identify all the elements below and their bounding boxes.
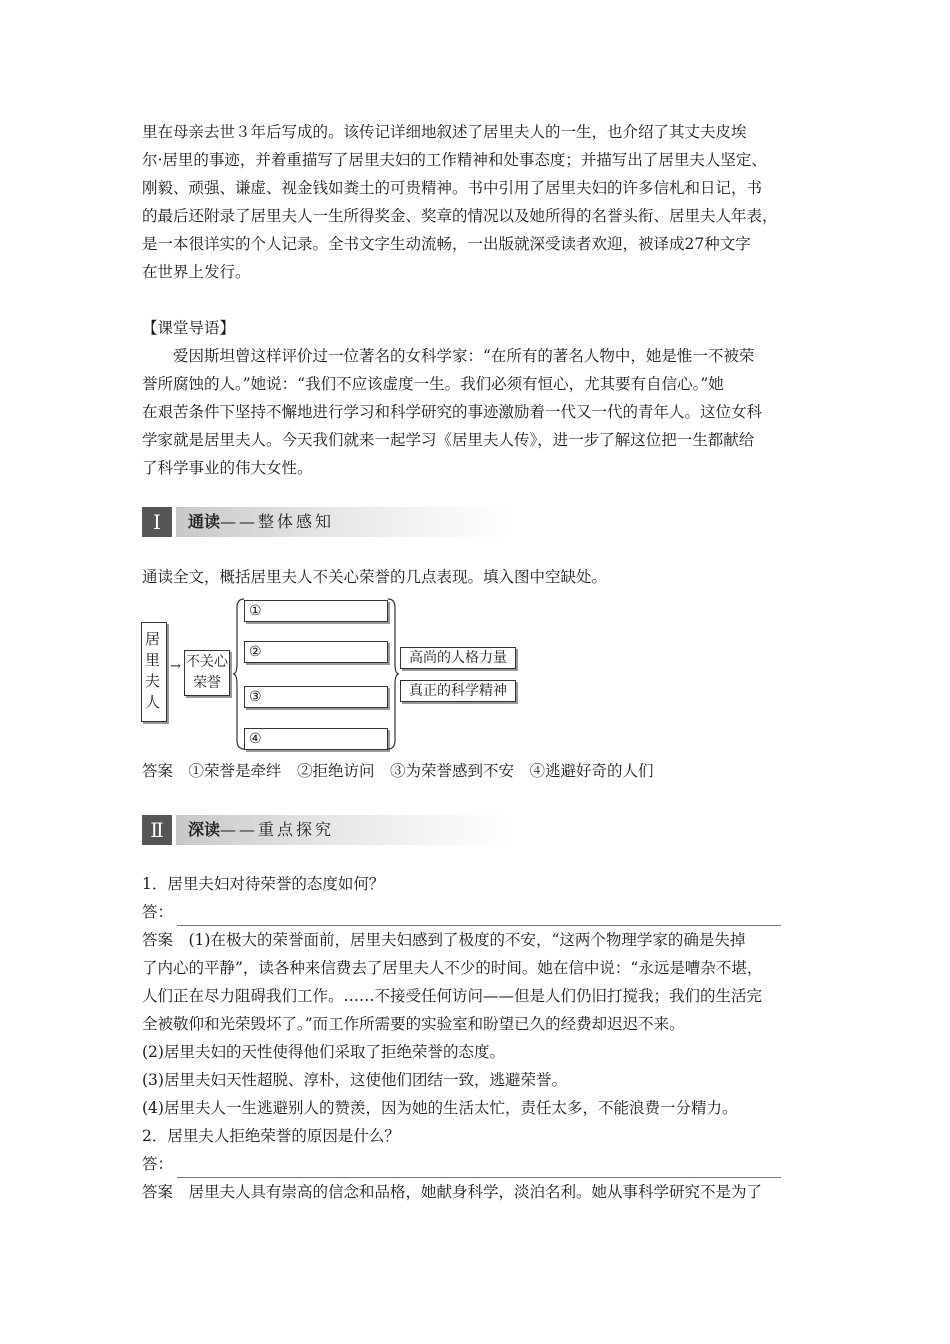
intro-line-6: 在世界上发行。 [142,263,251,281]
section-1-instruction: 通读全文，概括居里夫人不关心荣誉的几点表现。填入图中空缺处。 [142,568,608,586]
intro-line-5: 是一本很详实的个人记录。全书文字生动流畅，一出版就深受读者欢迎，被译成27种文字 [142,235,751,253]
section-2-title-sub: ——重点探究 [220,820,335,839]
section-2-title [188,815,334,845]
answer-1-prompt: 答： [142,903,174,921]
diagram-blank-3[interactable]: ③ [244,686,388,708]
answer-1-line-1: 答案 (1)在极大的荣誉面前，居里夫妇感到了极度的不安，“这两个物理学家的确是失掉 [142,931,746,949]
section-2-title-main: 深读 [188,820,221,839]
answer-1-line-3: 人们正在尽力阻碍我们工作。……不接受任何访问——但是人们仍旧打搅我；我们的生活完 [142,987,763,1005]
section-2-header [142,815,512,845]
diagram-arrow: → [170,659,181,674]
question-1: 1．居里夫妇对待荣誉的态度如何？ [142,875,385,893]
answer-1-blank-line[interactable] [177,905,781,926]
answer-2-prompt: 答： [142,1155,174,1173]
answer-1-line-4: 全被敬仰和光荣毁坏了。”而工作所需要的实验室和盼望已久的经费却迟迟不来。 [142,1015,685,1033]
section-1-header [142,507,512,537]
section-1-title-main: 通读 [188,512,221,531]
classroom-intro-line-5: 了科学事业的伟大女性。 [142,459,313,477]
diagram-blank-1[interactable]: ① [244,600,388,622]
answer-2-input-row [142,1150,781,1178]
classroom-intro-line-2: 誉所腐蚀的人。”她说：“我们不应该虚度一生。我们必须有恒心，尤其要有自信心。”她 [142,375,724,393]
diagram-result-1: 高尚的人格力量 [400,647,516,669]
classroom-intro-line-4: 学家就是居里夫人。今天我们就来一起学习《居里夫人传》，进一步了解这位把一生都献给 [142,431,755,449]
classroom-intro-heading: 【课堂导语】 [142,319,236,337]
answer-1-line-5: (2)居里夫妇的天性使得他们采取了拒绝荣誉的态度。 [142,1043,505,1061]
question-2: 2．居里夫人拒绝荣誉的原因是什么？ [142,1127,400,1145]
diagram-blank-2[interactable]: ② [244,641,388,663]
classroom-intro-line-3: 在艰苦条件下坚持不懈地进行学习和科学研究的事迹激励着一代又一代的青年人。这位女科 [142,403,763,421]
section-1-answer: 答案 ①荣誉是牵绊 ②拒绝访问 ③为荣誉感到不安 ④逃避好奇的人们 [142,762,654,780]
intro-line-1: 里在母亲去世３年后写成的。该传记详细地叙述了居里夫人的一生，也介绍了其丈夫皮埃 [142,123,747,141]
intro-line-2: 尔·居里的事迹，并着重描写了居里夫妇的工作精神和处事态度；并描写出了居里夫人坚定、 [142,151,767,169]
section-1-title-sub: ——整体感知 [220,512,335,531]
intro-line-4: 的最后还附录了居里夫人一生所得奖金、奖章的情况以及她所得的名誉头衔、居里夫人年表， [142,207,778,225]
classroom-intro-line-1: 爱因斯坦曾这样评价过一位著名的女科学家：“在所有的著名人物中，她是惟一不被荣 [173,347,755,365]
diagram-result-2: 真正的科学精神 [400,680,516,702]
diagram-blank-4[interactable]: ④ [244,728,388,750]
section-2-numeral: Ⅱ [142,815,172,845]
answer-1-input-row [142,898,781,926]
diagram-right-brace [386,598,400,750]
diagram-center-line-2: 荣誉 [193,675,221,691]
answer-2-blank-line[interactable] [177,1157,781,1178]
section-1-title [188,507,334,537]
answer-1-line-6: (3)居里夫妇天性超脱、淳朴，这使他们团结一致，逃避荣誉。 [142,1071,567,1089]
answer-1-line-2: 了内心的平静”，读各种来信费去了居里夫人不少的时间。她在信中说：“永远是嘈杂不堪， [142,959,763,977]
section-1-numeral: Ⅰ [142,507,172,537]
answer-2-line-1: 答案 居里夫人具有崇高的信念和品格，她献身科学，淡泊名利。她从事科学研究不是为了 [142,1183,763,1201]
intro-line-3: 刚毅、顽强、谦虚、视金钱如粪土的可贵精神。书中引用了居里夫妇的许多信札和日记，书 [142,179,763,197]
diagram-center-line-1: 不关心 [186,654,228,670]
answer-1-line-7: (4)居里夫人一生逃避别人的赞羡，因为她的生活太忙，责任太多，不能浪费一分精力。 [142,1099,738,1117]
diagram-person-box: 居里夫人 [141,622,167,722]
diagram-center-box [184,650,230,696]
